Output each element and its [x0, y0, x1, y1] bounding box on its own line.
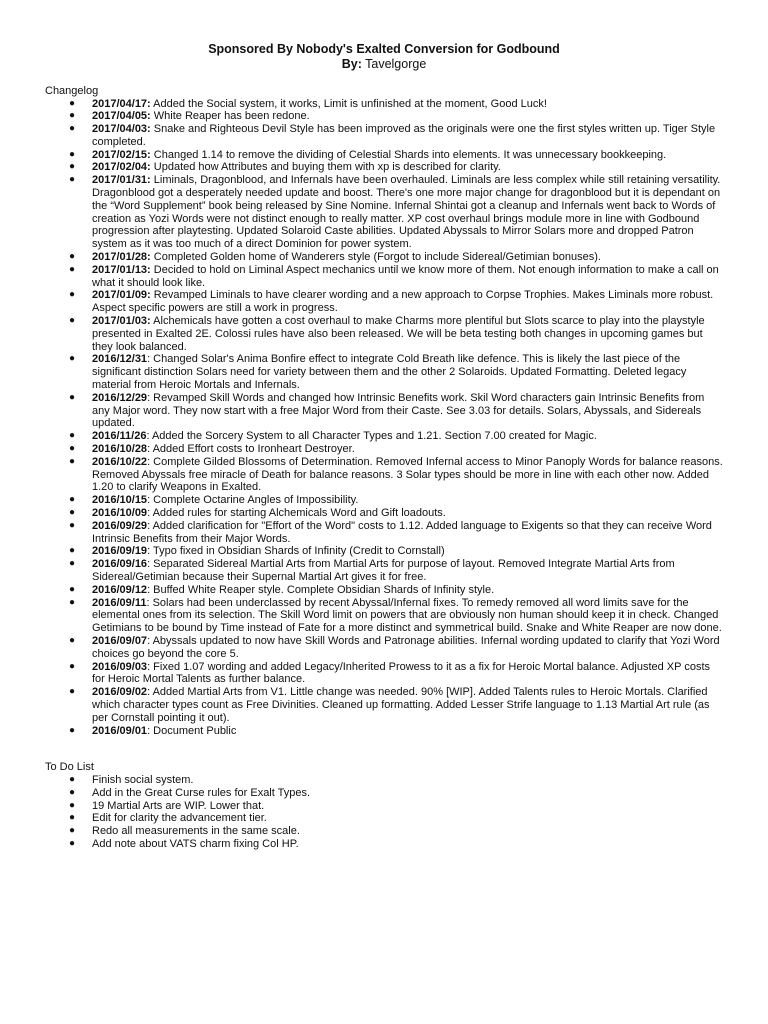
changelog-date: 2016/09/02: [92, 686, 148, 699]
changelog-text: : Separated Sidereal Martial Arts from Martial Arts for purpose of layout. Removed Integrate Martial Arts from Sidereal/Getimian because their Supernal Martial Art gives it for free.: [92, 558, 675, 583]
changelog-entry: [45, 635, 725, 661]
changelog-text: : Abyssals updated to now have Skill Words and Patronage abilities. Infernal wording updated to clarify that Yozi Word choices go beyond the core 5.: [92, 634, 720, 660]
document-title: Sponsored By Nobody's Exalted Conversion for Godbound: [208, 42, 560, 56]
changelog-text: : Fixed 1.07 wording and added Legacy/Inherited Prowess to it as a fix for Heroic Mortal balance. Adjusted XP costs for Heroic Mortal Talents as further balance.: [92, 660, 711, 686]
changelog-list: [45, 98, 725, 738]
changelog-entry: [45, 430, 725, 443]
changelog-date: 2016/10/22: [92, 455, 148, 468]
bullet-icon: ●: [69, 263, 76, 275]
bullet-icon: ●: [69, 724, 76, 736]
changelog-date: 2017/01/28:: [92, 251, 151, 264]
changelog-date: 2016/12/29: [92, 391, 148, 404]
changelog-entry: [45, 584, 725, 597]
bullet-icon: ●: [69, 799, 76, 811]
bullet-icon: ●: [69, 774, 76, 785]
changelog-entry: [45, 149, 725, 162]
by-label: By:: [341, 57, 362, 71]
changelog-entry: [45, 456, 725, 494]
changelog-text: Liminals, Dragonblood, and Infernals have been overhauled. Liminals are less complex while still retaining versatility. Dragonblood got a desperately needed update and boost. There's one more major change for dragonblood but it is dependant on the “Word Supplement” book being released by Sine Nomine. Infernal Shintai got a cleanup and Infernals went back to Words of creation as Yozi Words were not distinct enough to really matter. XP cost overhaul brings module more in line with Godbound progression after playtesting. Updated Solaroid Caste abilities. Updated Abyssals to Mirror Solars more and dropped Patron system as it was too much of a direct Dominion for power system.: [92, 174, 721, 251]
changelog-date: 2016/09/29: [92, 519, 148, 532]
bullet-icon: ●: [69, 825, 76, 837]
bullet-icon: ●: [69, 837, 76, 849]
changelog-heading: Changelog: [45, 85, 99, 97]
todo-item: [45, 838, 725, 851]
todo-text: Edit for clarity the advancement tier.: [92, 812, 267, 825]
todo-text: Redo all measurements in the same scale.: [92, 825, 300, 838]
changelog-text: : Revamped Skill Words and changed how Intrinsic Benefits work. Skil Word characters gain Intrinsic Benefits from any Major word. They now start with a free Major Word from their Caste. See 3.03 for details. Solars, Abyssals, and Sidereals updated.: [92, 391, 705, 430]
bullet-icon: ●: [69, 315, 76, 327]
changelog-text: : Document Public: [147, 724, 237, 737]
changelog-date: 2016/10/15: [92, 494, 148, 507]
changelog-text: Revamped Liminals to have clearer wording and a new approach to Corpse Trophies. Makes Liminals more robust. Aspect specific powers are still a work in progress.: [92, 289, 714, 315]
changelog-entry: [45, 686, 725, 724]
changelog-date: 2016/09/12: [92, 583, 148, 596]
todo-list: [45, 774, 725, 851]
changelog-entry: [45, 123, 725, 149]
changelog-entry: [45, 661, 725, 687]
changelog-text: : Added clarification for "Effort of the Word" costs to 1.12. Added language to Exigents so that they can receive Word Intrinsic Benefits from their Major Words.: [92, 519, 712, 545]
bullet-icon: ●: [69, 289, 76, 301]
changelog-entry: [45, 98, 725, 111]
changelog-entry: [45, 597, 725, 635]
bullet-icon: ●: [69, 148, 76, 160]
bullet-icon: ●: [69, 812, 76, 824]
changelog-date: 2016/09/01: [92, 724, 148, 737]
bullet-icon: ●: [69, 455, 76, 467]
changelog-entry: [45, 315, 725, 353]
changelog-text: Changed 1.14 to remove the dividing of Celestial Shards into elements. It was unnecessary bookkeeping.: [150, 148, 667, 161]
changelog-date: 2017/04/03:: [92, 123, 151, 136]
changelog-text: Completed Golden home of Wanderers style (Forgot to include Sidereal/Getimian bonuses).: [150, 251, 601, 264]
bullet-icon: ●: [69, 123, 76, 135]
changelog-text: Snake and Righteous Devil Style has been improved as the originals were one the first styles written up. Tiger Style completed.: [92, 123, 716, 148]
bullet-icon: ●: [69, 443, 76, 455]
bullet-icon: ●: [69, 558, 76, 570]
changelog-text: : Complete Octarine Angles of Impossibility.: [147, 494, 359, 507]
changelog-text: : Typo fixed in Obsidian Shards of Infinity (Credit to Cornstall): [147, 545, 445, 558]
bullet-icon: ●: [69, 545, 76, 557]
changelog-entry: [45, 392, 725, 430]
changelog-text: : Added Effort costs to Ironheart Destroyer.: [147, 443, 355, 456]
bullet-icon: ●: [69, 686, 76, 698]
changelog-entry: [45, 289, 725, 315]
bullet-icon: ●: [69, 519, 76, 531]
changelog-text: Alchemicals have gotten a cost overhaul to make Charms more plentiful but Slots scarce to play into the playstyle presented in Exalted 2E. Colossi rules have also been released. We will be beta testing both changes in upcoming games but they look balanced.: [92, 315, 705, 353]
changelog-text: : Solars had been underclassed by recent Abyssal/Infernal fixes. To remedy removed all word limits save for the elemental ones from its selection. The Skill Word limit on powers that are obviously non human should keep it in check. Changed Getimians to be bound by Time instead of Fate for a more distinct and symmetrical build. Snake and White Reaper are now done.: [92, 596, 722, 635]
changelog-text: : Changed Solar's Anima Bonfire effect to integrate Cold Breath like defence. This is likely the last piece of the significant distinction Solars need for variety between them and the other 2 Solaroids. Updated Formatting. Deleted legacy material from Heroic Mortals and Infernals.: [92, 353, 687, 392]
changelog-date: 2016/09/03: [92, 660, 148, 673]
bullet-icon: ●: [69, 660, 76, 672]
todo-text: Add note about VATS charm fixing Col HP.: [92, 837, 299, 850]
todo-text: 19 Martial Arts are WIP. Lower that.: [92, 799, 265, 812]
changelog-entry: [45, 507, 725, 520]
changelog-entry: [45, 725, 725, 738]
todo-item: [45, 787, 725, 800]
changelog-date: 2016/10/28: [92, 443, 148, 456]
changelog-date: 2016/12/31: [92, 353, 148, 366]
bullet-icon: ●: [69, 353, 76, 365]
changelog-entry: [45, 110, 725, 123]
changelog-text: : Complete Gilded Blossoms of Determination. Removed Infernal access to Minor Panoply Words for balance reasons. Removed Abyssals free miracle of Death for balance reasons. 3 Solar types should be more in line with each other now. Added 1.20 to clarify Weapons in Exalted.: [92, 455, 723, 494]
changelog-date: 2017/04/05:: [92, 110, 151, 123]
bullet-icon: ●: [69, 161, 76, 173]
changelog-date: 2016/09/19: [92, 545, 148, 558]
changelog-date: 2016/09/16: [92, 558, 148, 571]
changelog-entry: [45, 264, 725, 290]
bullet-icon: ●: [69, 97, 76, 109]
bullet-icon: ●: [69, 251, 76, 263]
changelog-date: 2017/02/04:: [92, 161, 151, 174]
changelog-text: White Reaper has been redone.: [150, 110, 310, 123]
changelog-date: 2017/01/09:: [92, 289, 151, 302]
todo-text: Finish social system.: [92, 774, 194, 786]
changelog-entry: [45, 161, 725, 174]
changelog-date: 2016/09/07: [92, 634, 148, 647]
bullet-icon: ●: [69, 507, 76, 518]
todo-item: [45, 825, 725, 838]
bullet-icon: ●: [69, 786, 76, 798]
changelog-date: 2017/01/13:: [92, 263, 151, 276]
bullet-icon: ●: [69, 110, 76, 122]
changelog-text: Added the Social system, it works, Limit is unfinished at the moment, Good Luck!: [150, 97, 547, 110]
todo-item: [45, 800, 725, 813]
bullet-icon: ●: [69, 634, 76, 646]
author-name: Tavelgorge: [365, 57, 427, 71]
changelog-text: Decided to hold on Liminal Aspect mechanics until we know more of them. Not enough information to make a call on what it should look like.: [92, 263, 719, 289]
bullet-icon: ●: [69, 430, 76, 442]
changelog-date: 2017/02/15:: [92, 148, 151, 161]
changelog-date: 2017/04/17:: [92, 97, 151, 110]
changelog-date: 2016/09/11: [92, 596, 147, 609]
todo-item: [45, 812, 725, 825]
changelog-entry: [45, 251, 725, 264]
todo-text: Add in the Great Curse rules for Exalt Types.: [92, 786, 311, 799]
changelog-entry: [45, 494, 725, 507]
document-byline: [0, 57, 768, 72]
bullet-icon: ●: [69, 583, 76, 595]
bullet-icon: ●: [69, 174, 76, 186]
bullet-icon: ●: [69, 391, 76, 403]
todo-item: [45, 774, 725, 787]
changelog-text: : Added Martial Arts from V1. Little change was needed. 90% [WIP]. Added Talents rules to Heroic Mortals. Clarified which character types count as Free Divinities. Cleaned up formatting. Added Lesser Strife language to 1.13 Martial Art rule (as per Cornstall pointing it out).: [92, 686, 710, 724]
changelog-date: 2017/01/03:: [92, 315, 151, 328]
changelog-text: : Buffed White Reaper style. Complete Obsidian Shards of Infinity style.: [147, 583, 495, 596]
changelog-entry: [45, 353, 725, 391]
changelog-text: Updated how Attributes and buying them with xp is described for clarity.: [150, 161, 501, 174]
changelog-date: 2016/10/09: [92, 507, 148, 519]
changelog-entry: [45, 545, 725, 558]
changelog-entry: [45, 558, 725, 584]
bullet-icon: ●: [69, 596, 76, 608]
todo-heading: To Do List: [45, 761, 94, 773]
bullet-icon: ●: [69, 494, 76, 506]
changelog-text: : Added rules for starting Alchemicals Word and Gift loadouts.: [147, 507, 446, 519]
changelog-entry: [45, 443, 725, 456]
changelog-entry: [45, 174, 725, 251]
changelog-date: 2017/01/31:: [92, 174, 151, 187]
changelog-date: 2016/11/26: [92, 430, 147, 443]
changelog-entry: [45, 520, 725, 546]
changelog-text: : Added the Sorcery System to all Character Types and 1.21. Section 7.00 created for Magic.: [146, 430, 597, 443]
